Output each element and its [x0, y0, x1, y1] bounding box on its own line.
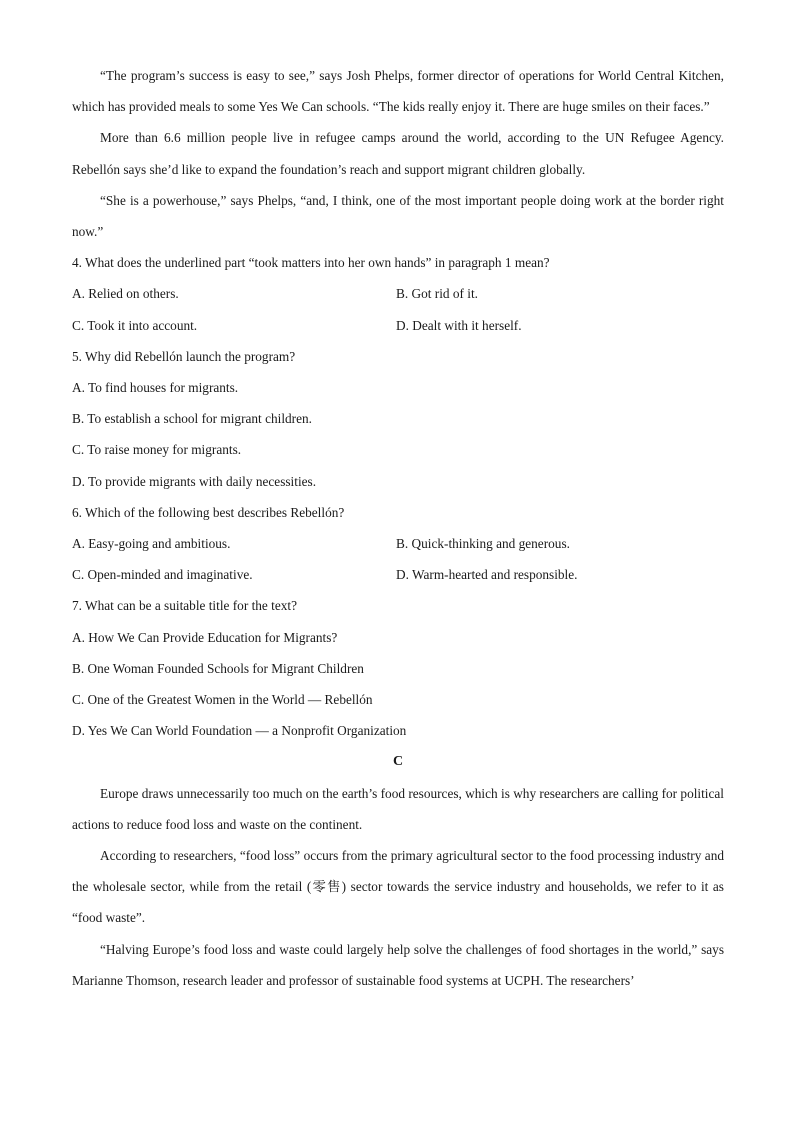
option-b: B. One Woman Founded Schools for Migrant Children: [72, 660, 364, 676]
option-b: B. To establish a school for migrant children.: [72, 411, 312, 427]
option-a: A. Easy-going and ambitious.: [72, 536, 231, 552]
option-d: D. Warm-hearted and responsible.: [396, 567, 578, 583]
option-d: D. To provide migrants with daily necessities.: [72, 473, 317, 489]
section-heading: C: [392, 754, 404, 770]
document-page: [72, 60, 724, 996]
paragraph: “Halving Europe’s food loss and waste could largely help solve the challenges of food shortages in the world,” says Marianne Thomson, research leader and professor of sustainable food systems at UCPH. The researchers’: [72, 941, 724, 988]
question-6-stem: 6. Which of the following best describes Rebellón?: [72, 504, 345, 520]
option-c: C. Took it into account.: [72, 317, 198, 333]
question-4-options-row-1: [72, 278, 724, 309]
question-4-stem: 4. What does the underlined part “took matters into her own hands” in paragraph 1 mean?: [72, 255, 550, 271]
option-b: B. Quick-thinking and generous.: [396, 536, 570, 552]
question-6-options-row-2: [72, 559, 724, 590]
question-6-options-row-1: [72, 528, 724, 559]
option-c: C. To raise money for migrants.: [72, 442, 242, 458]
option-c: C. One of the Greatest Women in the World — Rebellón: [72, 692, 373, 708]
question-4-options-row-2: [72, 310, 724, 341]
option-a: A. Relied on others.: [72, 286, 179, 302]
paragraph: “The program’s success is easy to see,” says Josh Phelps, former director of operations for World Central Kitchen, which has provided meals to some Yes We Can schools. “The kids really enjoy it. There are huge smiles on their faces.”: [72, 68, 724, 115]
option-d: D. Dealt with it herself.: [396, 317, 522, 333]
option-b: B. Got rid of it.: [396, 286, 478, 302]
option-a: A. To find houses for migrants.: [72, 380, 239, 396]
question-5-stem: 5. Why did Rebellón launch the program?: [72, 348, 296, 364]
paragraph: More than 6.6 million people live in refugee camps around the world, according to the UN Refugee Agency. Rebellón says she’d like to expand the foundation’s reach and support migrant children globally.: [72, 130, 724, 177]
option-c: C. Open-minded and imaginative.: [72, 567, 253, 583]
paragraph: “She is a powerhouse,” says Phelps, “and, I think, one of the most important people doing work at the border right now.”: [72, 192, 724, 240]
option-d: D. Yes We Can World Foundation — a Nonprofit Organization: [72, 723, 407, 739]
option-a: A. How We Can Provide Education for Migrants?: [72, 629, 338, 645]
paragraph: According to researchers, “food loss” occurs from the primary agricultural sector to the food processing industry and the wholesale sector, while from the retail (零售) sector towards the service industry and households, we refer to it as “food waste”.: [72, 848, 724, 926]
paragraph: Europe draws unnecessarily too much on the earth’s food resources, which is why researchers are calling for political actions to reduce food loss and waste on the continent.: [72, 785, 724, 832]
question-7-stem: 7. What can be a suitable title for the text?: [72, 598, 297, 614]
